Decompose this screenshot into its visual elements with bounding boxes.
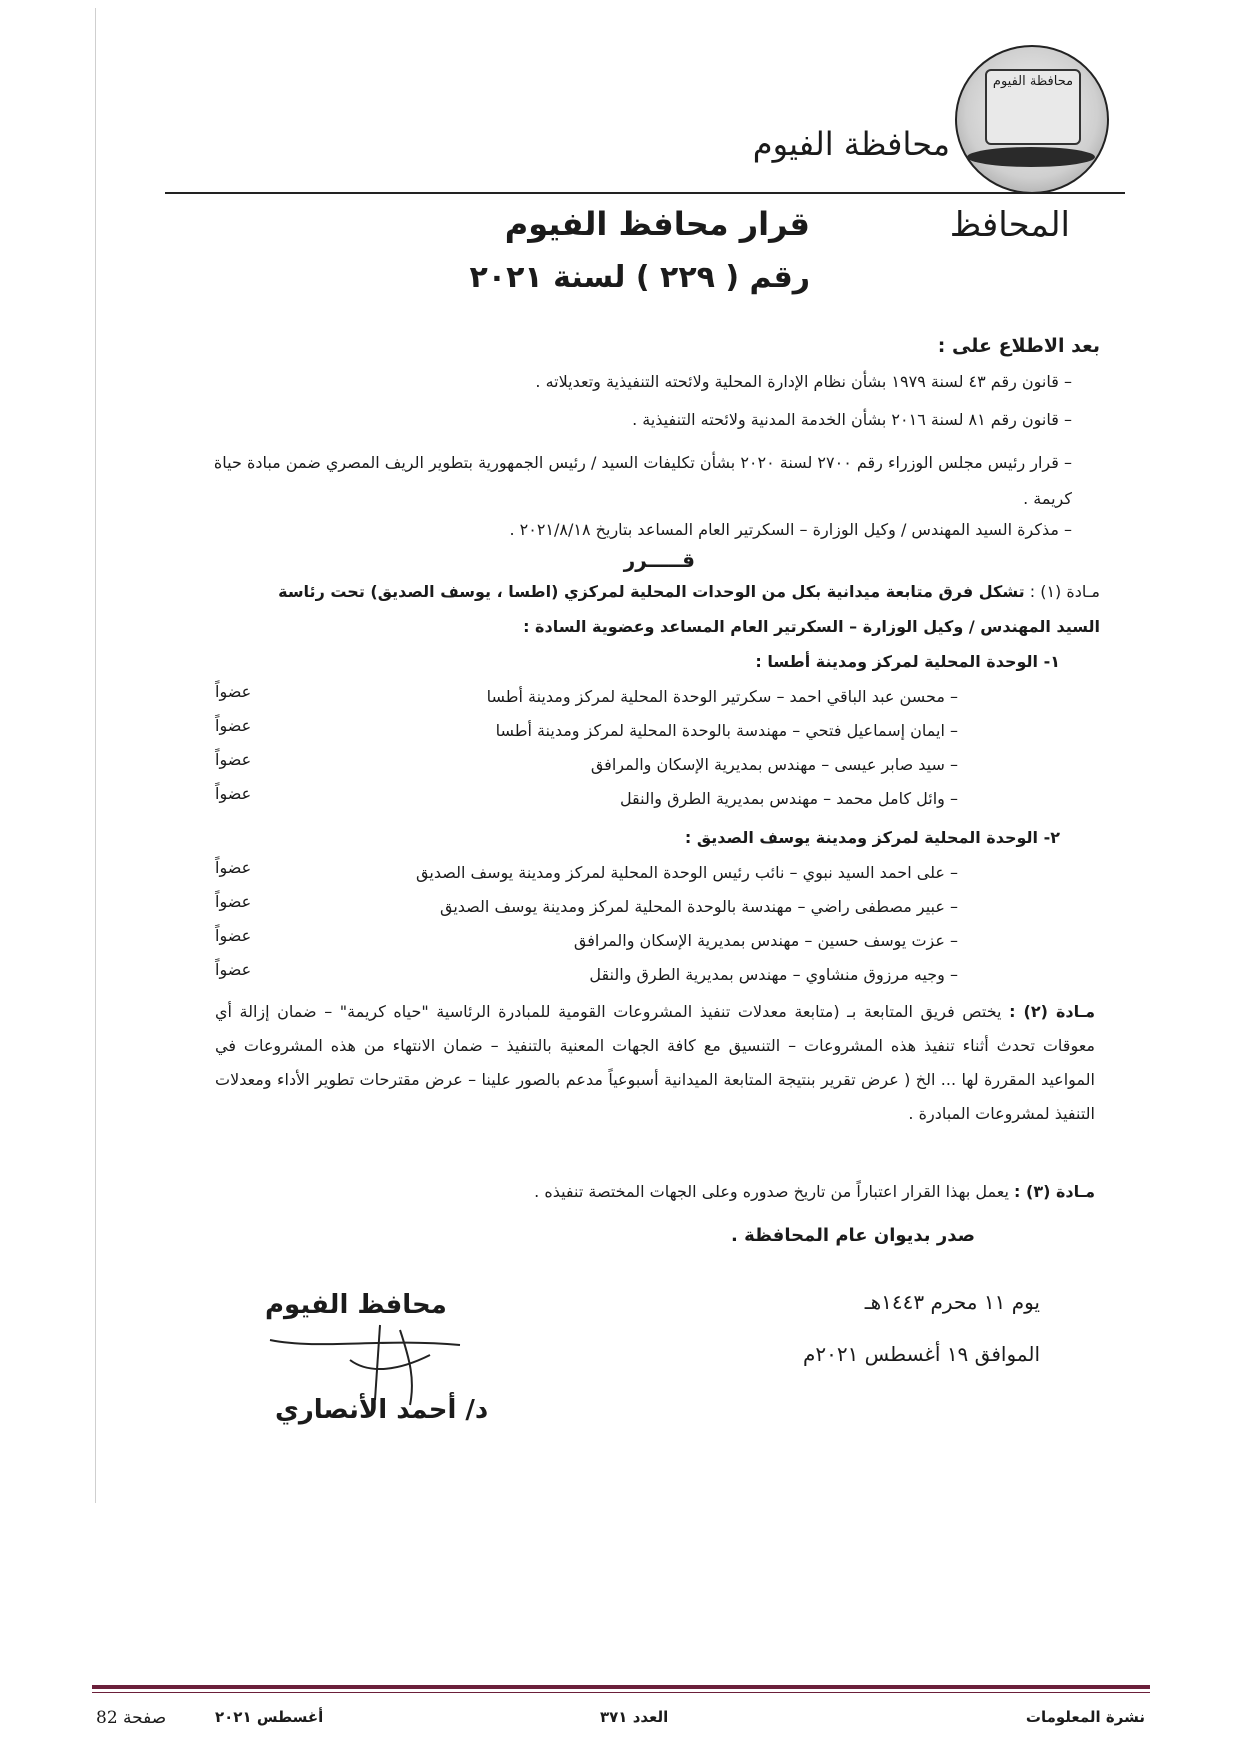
preamble-heading: بعد الاطلاع على :: [937, 335, 1100, 357]
signer-title: محافظ الفيوم: [265, 1290, 447, 1320]
group-1-member-3: – سيد صابر عيسى – مهندس بمديرية الإسكان والمرافق: [590, 755, 958, 774]
member-name: سيد صابر عيسى – مهندس بمديرية الإسكان والمرافق: [590, 755, 945, 774]
preamble-item-2: – قانون رقم ٨١ لسنة ٢٠١٦ بشأن الخدمة المدنية ولائحته التنفيذية .: [632, 410, 1072, 429]
group-2-member-3-role: عضواً: [215, 926, 252, 945]
preamble-item-text: قانون رقم ٨١ لسنة ٢٠١٦ بشأن الخدمة المدنية ولائحته التنفيذية .: [632, 410, 1059, 429]
article-3-label: مـادة (٣) :: [1014, 1182, 1095, 1201]
preamble-item-1: – قانون رقم ٤٣ لسنة ١٩٧٩ بشأن نظام الإدارة المحلية ولائحته التنفيذية وتعديلاته .: [535, 372, 1072, 391]
preamble-item-3: – قرار رئيس مجلس الوزراء رقم ٢٧٠٠ لسنة ٢٠٢٠ بشأن تكليفات السيد / رئيس الجمهورية بتطوير الريف المصري ضمن مبادة حياة كريمة .: [213, 453, 1072, 508]
member-name: عبير مصطفى راضي – مهندسة بالوحدة المحلية لمركز ومدينة يوسف الصديق: [439, 897, 945, 916]
office-label: المحافظ: [949, 205, 1070, 245]
article-1-line-1: [160, 582, 1100, 601]
seal-text: محافظة الفيوم: [992, 74, 1074, 89]
preamble-item-text: قرار رئيس مجلس الوزراء رقم ٢٧٠٠ لسنة ٢٠٢٠ بشأن تكليفات السيد / رئيس الجمهورية بتطوير الريف المصري ضمن مبادة حياة كريمة .: [213, 453, 1072, 508]
member-name: ايمان إسماعيل فتحي – مهندسة بالوحدة المحلية لمركز ومدينة أطسا: [495, 721, 945, 740]
footer-page-number: صفحة 82: [96, 1708, 167, 1728]
group-1-member-4-role: عضواً: [215, 784, 252, 803]
group-2-member-2: – عبير مصطفى راضي – مهندسة بالوحدة المحلية لمركز ومدينة يوسف الصديق: [439, 897, 958, 916]
member-name: عزت يوسف حسين – مهندس بمديرية الإسكان والمرافق: [573, 931, 945, 950]
group-1-member-3-role: عضواً: [215, 750, 252, 769]
footer-publication: نشرة المعلومات: [1025, 1708, 1145, 1726]
date-gregorian: الموافق ١٩ أغسطس ٢٠٢١م: [802, 1342, 1040, 1366]
group-2-member-4-role: عضواً: [215, 960, 252, 979]
group-2-member-1-role: عضواً: [215, 858, 252, 877]
group-2-member-2-role: عضواً: [215, 892, 252, 911]
footer-issue: العدد ٣٧١: [600, 1708, 669, 1726]
group-2-member-4: – وجيه مرزوق منشاوي – مهندس بمديرية الطرق والنقل: [589, 965, 958, 984]
article-3-text: يعمل بهذا القرار اعتباراً من تاريخ صدوره وعلى الجهات المختصة تنفيذه .: [534, 1182, 1009, 1201]
preamble-item-text: قانون رقم ٤٣ لسنة ١٩٧٩ بشأن نظام الإدارة المحلية ولائحته التنفيذية وتعديلاته .: [535, 372, 1059, 391]
group-1-title: ١- الوحدة المحلية لمركز ومدينة أطسا :: [755, 652, 1060, 671]
governorate-seal: [955, 45, 1109, 194]
decides-heading: قـــــرر: [623, 548, 695, 572]
seal-emblem: [985, 69, 1081, 145]
group-2-member-1: – على احمد السيد نبوي – نائب رئيس الوحدة المحلية لمركز ومدينة يوسف الصديق: [416, 863, 958, 882]
article-2-text: يختص فريق المتابعة بـ (متابعة معدلات تنفيذ المشروعات القومية للمبادرة الرئاسية "حياه كريمة" – ضمان إزالة أي معوقات تحدث أثناء تنفيذ هذه المشروعات – التنسيق مع كافة الجهات المعنية بالتنفيذ – ضمان الانتهاء من هذه المشروعات في المواعيد المقررة لها ... الخ ( عرض تقرير بنتيجة المتابعة الميدانية أسبوعياً مدعم بالصور علينا – عرض مقترحات تطوير الأداء ومعدلات التنفيذ لمشروعات المبادرة .: [215, 1002, 1095, 1123]
header-divider: [165, 192, 1125, 194]
article-3: [215, 1182, 1095, 1201]
group-2-member-3: – عزت يوسف حسين – مهندس بمديرية الإسكان والمرافق: [573, 931, 958, 950]
member-name: على احمد السيد نبوي – نائب رئيس الوحدة المحلية لمركز ومدينة يوسف الصديق: [416, 863, 945, 882]
footer-rule: [92, 1685, 1150, 1689]
article-1-label: مـادة (١) :: [1029, 582, 1100, 601]
signer-name: د/ أحمد الأنصاري: [275, 1395, 489, 1425]
preamble-item-4: – مذكرة السيد المهندس / وكيل الوزارة – السكرتير العام المساعد بتاريخ ٢٠٢١/٨/١٨ .: [509, 520, 1072, 539]
article-2: [215, 995, 1095, 1131]
decree-number: رقم ( ٢٢٩ ) لسنة ٢٠٢١: [469, 260, 810, 295]
group-1-member-2-role: عضواً: [215, 716, 252, 735]
group-1-member-1-role: عضواً: [215, 682, 252, 701]
article-1-text: تشكل فرق متابعة ميدانية بكل من الوحدات المحلية لمركزي (اطسا ، يوسف الصديق) تحت رئاسة: [278, 582, 1025, 601]
article-1-line-2: السيد المهندس / وكيل الوزارة – السكرتير العام المساعد وعضوية السادة :: [523, 617, 1100, 636]
group-1-member-4: – وائل كامل محمد – مهندس بمديرية الطرق والنقل: [619, 789, 958, 808]
seal-wave-decoration: [967, 147, 1095, 167]
group-1-member-1: – محسن عبد الباقي احمد – سكرتير الوحدة المحلية لمركز ومدينة أطسا: [486, 687, 958, 706]
decree-title: قرار محافظ الفيوم: [504, 205, 810, 243]
article-2-label: مـادة (٢) :: [1009, 1002, 1096, 1021]
preamble-item-text: مذكرة السيد المهندس / وكيل الوزارة – السكرتير العام المساعد بتاريخ ٢٠٢١/٨/١٨ .: [509, 520, 1059, 539]
date-hijri: يوم ١١ محرم ١٤٤٣هـ: [864, 1290, 1040, 1314]
governorate-name: محافظة الفيوم: [752, 125, 950, 163]
member-name: وجيه مرزوق منشاوي – مهندس بمديرية الطرق والنقل: [589, 965, 945, 984]
footer-month: أغسطس ٢٠٢١: [215, 1708, 324, 1726]
group-1-member-2: – ايمان إسماعيل فتحي – مهندسة بالوحدة المحلية لمركز ومدينة أطسا: [495, 721, 958, 740]
footer-rule-thin: [92, 1692, 1150, 1693]
issued-statement: صدر بديوان عام المحافظة .: [730, 1225, 975, 1246]
member-name: وائل كامل محمد – مهندس بمديرية الطرق والنقل: [619, 789, 945, 808]
group-2-title: ٢- الوحدة المحلية لمركز ومدينة يوسف الصديق :: [684, 828, 1060, 847]
member-name: محسن عبد الباقي احمد – سكرتير الوحدة المحلية لمركز ومدينة أطسا: [486, 687, 945, 706]
